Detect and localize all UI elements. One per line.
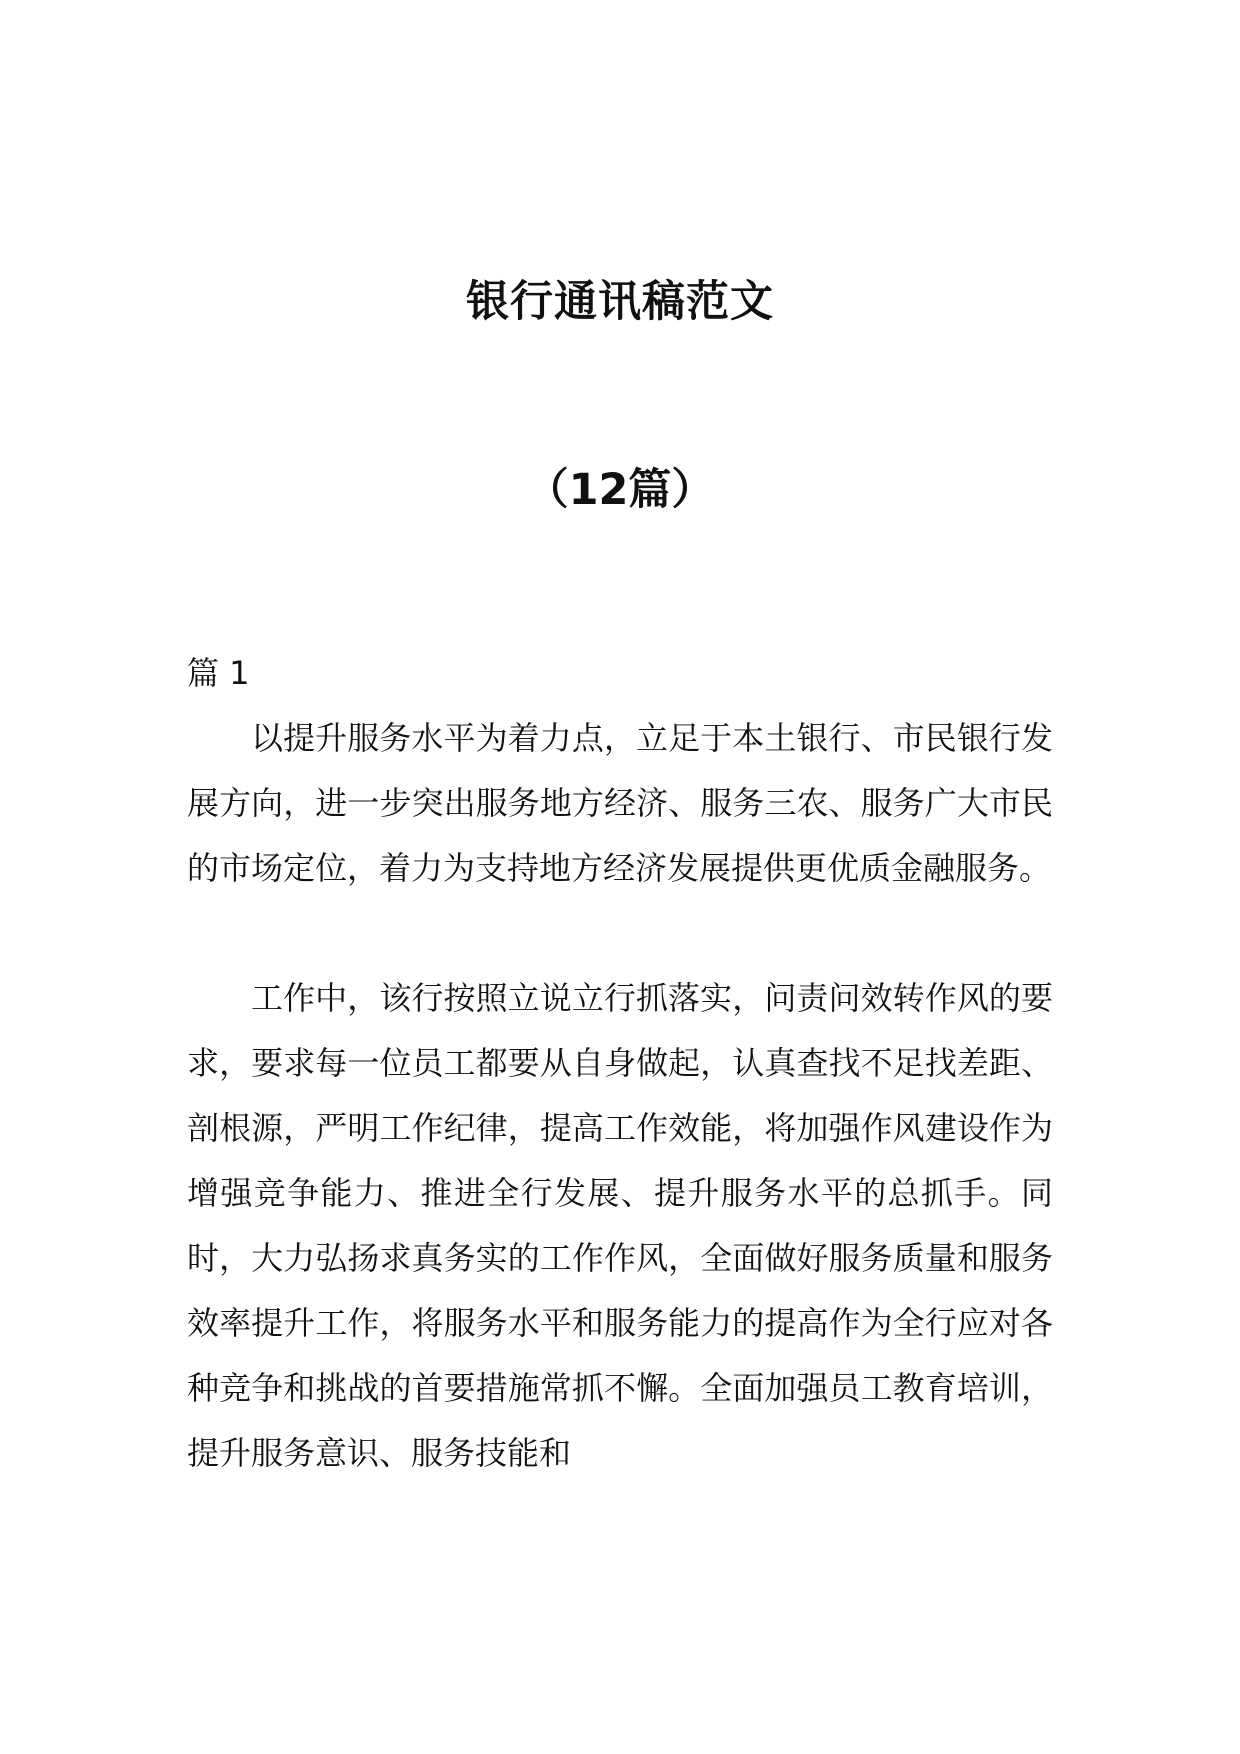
document-body xyxy=(187,640,1053,1486)
paragraph-spacer xyxy=(187,901,1053,966)
paragraph-2: 工作中，该行按照立说立行抓落实，问责问效转作风的要求，要求每一位员工都要从自身做起，认真查找不足找差距、剖根源，严明工作纪律，提高工作效能，将加强作风建设作为增强竞争能力、推进全行发展、提升服务水平的总抓手。同时，大力弘扬求真务实的工作作风，全面做好服务质量和服务效率提升工作，将服务水平和服务能力的提高作为全行应对各种竞争和挑战的首要措施常抓不懈。全面加强员工教育培训，提升服务意识、服务技能和 xyxy=(187,979,1053,1472)
document-title: 银行通讯稿范文 xyxy=(466,277,774,327)
section-label: 篇 1 xyxy=(187,654,250,692)
paragraph-1: 以提升服务水平为着力点，立足于本土银行、市民银行发展方向，进一步突出服务地方经济、服务三农、服务广大市民的市场定位，着力为支持地方经济发展提供更优质金融服务。 xyxy=(187,719,1053,887)
document-subtitle: （12篇） xyxy=(525,465,715,515)
